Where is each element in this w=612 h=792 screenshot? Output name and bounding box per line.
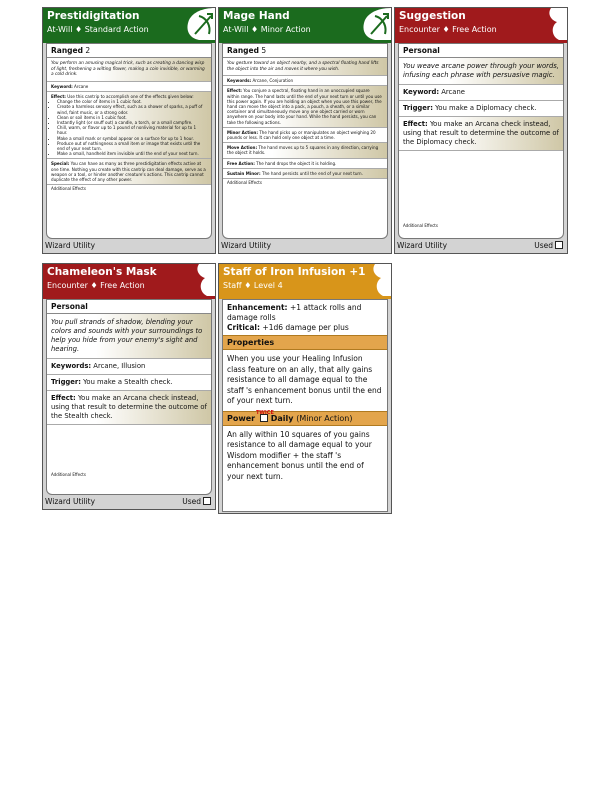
card-suggestion <box>394 7 568 254</box>
keyword-label: Keywords: <box>51 362 92 370</box>
trigger-line <box>47 375 211 391</box>
effect-block <box>47 391 211 425</box>
trigger-text: You make a Diplomacy check. <box>435 104 537 112</box>
flavor-text: You perform an amusing magical trick, such as creating a dancing wisp of light, freshening a wilting flower, making a coin invisible, or warming a cold drink. <box>47 58 211 82</box>
additional-effects: Additional Effects <box>403 223 438 228</box>
keyword-value: Arcane <box>441 88 465 96</box>
frequency: At-Will <box>47 25 73 34</box>
additional-effects: Additional Effects <box>227 180 262 186</box>
blank-space <box>47 425 211 471</box>
effect-list <box>51 99 207 156</box>
card-footer <box>45 240 211 252</box>
special-block <box>47 159 211 185</box>
footer-label: Wizard Utility <box>45 241 96 250</box>
card-subtitle <box>399 24 563 35</box>
power-text: An ally within 10 squares of you gains resistance to all damage equal to your Wisdom modifier + the staff 's enhancement bonus until the end of your next turn. <box>227 429 372 481</box>
card-title: Mage Hand <box>223 10 290 22</box>
sustain-text: The hand persists until the end of your next turn. <box>261 170 363 176</box>
card-mage-hand <box>218 7 392 254</box>
checkbox-icon[interactable] <box>555 241 563 249</box>
flavor-text: You gesture toward an object nearby, and a spectral floating hand lifts the object into the air and moves it where you wish. <box>223 58 387 76</box>
trigger-label: Trigger: <box>51 378 81 386</box>
footer-label: Wizard Utility <box>221 241 272 250</box>
keyword-line <box>223 76 387 86</box>
frequency: At-Will <box>223 25 249 34</box>
special-text: You can have as many as three prestidigitation effects active at one time. Nothing you create with this cantrip can deal damage, serve as a weapon or a tool, or hinder another creature's actions. This cantrip cannot duplicate the effect of any other power. <box>51 161 206 183</box>
keyword-value: Arcane <box>74 83 89 89</box>
minor-action-block <box>223 128 387 143</box>
critical-text: +1d6 damage per plus <box>262 323 349 332</box>
effect-block <box>47 92 211 159</box>
card-subtitle <box>223 24 387 35</box>
move-label: Move Action: <box>227 145 258 151</box>
card-footer <box>397 240 563 252</box>
special-label: Special: <box>51 161 70 167</box>
effect-text: You make an Arcana check instead, using that result to determine the outcome of the Stealth check. <box>51 394 207 420</box>
properties-text: When you use your Healing Infusion class feature on an ally, that ally gains resistance to all damage equal to the staff 's enhancement bonus until the end of your next turn. <box>227 354 382 405</box>
effect-label: Effect: <box>403 120 428 128</box>
power-label: Power <box>227 413 256 423</box>
minor-text: The hand picks up or manipulates an object weighing 20 pounds or less. It can hold only one object at a time. <box>227 129 376 141</box>
sustain-label: Sustain Minor: <box>227 170 261 176</box>
keyword-line <box>399 85 563 101</box>
footer-label: Wizard Utility <box>397 241 448 250</box>
power-header <box>223 411 387 426</box>
card-header <box>43 8 215 43</box>
card-header <box>219 8 391 43</box>
keyword-line <box>47 359 211 375</box>
card-prestidigitation <box>42 7 216 254</box>
keyword-value: Arcane, Conjuration <box>252 78 294 84</box>
power-frequency: Daily <box>270 413 294 423</box>
list-item: • Make a small mark or symbol appear on a surface for up to 1 hour. <box>57 136 207 141</box>
card-footer <box>45 496 211 508</box>
card-body <box>222 299 388 512</box>
effect-text: You make an Arcana check instead, using that result to determine the outcome of the Diplomacy check. <box>403 120 559 146</box>
card-staff-of-iron-infusion <box>218 263 392 514</box>
effect-text: You conjure a spectral, floating hand in an unoccupied square within range. The hand lasts until the end of your next turn or until you use this power again. If you are holding an object when you use this power, the hand can move the object into a pack, a pouch, a sheath, or a similar container and simultaneously move any one object carried or worn anywhere on your body into your hand. While the hand persists, you can take the following actions. <box>227 88 382 125</box>
used-label: Used <box>534 241 553 250</box>
action-type: Free Action <box>100 281 145 290</box>
card-title: Staff of Iron Infusion +1 <box>223 266 366 278</box>
keyword-label: Keywords: <box>227 78 252 84</box>
list-item: • Create a harmless sensory effect, such as a shower of sparks, a puff of wind, faint music, or a strong odor. <box>57 104 207 114</box>
free-action-block <box>223 159 387 169</box>
used-checkbox[interactable] <box>534 240 563 252</box>
range-label: Personal <box>51 302 88 311</box>
card-body <box>222 43 388 239</box>
effect-block <box>223 86 387 127</box>
properties-header: Properties <box>223 335 387 350</box>
list-item: • Make a small, handheld item invisible until the end of your next turn. <box>57 151 207 156</box>
enhancement-line <box>223 303 387 323</box>
effect-label: Effect: <box>227 88 242 94</box>
card-body <box>46 43 212 239</box>
enhancement-label: Enhancement: <box>227 303 288 312</box>
card-body <box>398 43 564 239</box>
separator: ♦ <box>244 281 252 290</box>
effect-block <box>399 117 563 151</box>
card-header <box>395 8 567 43</box>
checkbox-icon[interactable] <box>203 497 211 505</box>
card-title: Prestidigitation <box>47 10 140 22</box>
used-label: Used <box>182 497 201 506</box>
sustain-block <box>223 169 387 179</box>
card-title: Chameleon's Mask <box>47 266 157 278</box>
card-header <box>219 264 391 299</box>
separator: ♦ <box>442 25 450 34</box>
range-line <box>223 44 387 58</box>
footer-label: Wizard Utility <box>45 497 96 506</box>
critical-line <box>223 323 387 333</box>
used-checkbox[interactable] <box>182 496 211 508</box>
keyword-label: Keyword: <box>51 83 73 89</box>
trigger-line <box>399 101 563 117</box>
action-type: Minor Action <box>260 25 311 34</box>
frequency: Encounter <box>47 281 88 290</box>
card-chameleons-mask <box>42 263 216 510</box>
card-subtitle <box>47 24 211 35</box>
effect-intro: Use this cantrip to accomplish one of the effects given below: <box>67 93 194 99</box>
move-action-block <box>223 143 387 158</box>
card-header <box>43 264 215 299</box>
keyword-value: Arcane, Illusion <box>93 362 146 370</box>
trigger-text: You make a Stealth check. <box>83 378 173 386</box>
range-label: Ranged <box>51 46 83 55</box>
card-subtitle <box>47 280 211 291</box>
card-title: Suggestion <box>399 10 466 22</box>
additional-effects: Additional Effects <box>51 186 86 192</box>
flavor-text: You weave arcane power through your words, infusing each phrase with persuasive magic. <box>399 58 563 85</box>
list-item: • Produce out of nothingness a small item or image that exists until the end of your next turn. <box>57 141 207 151</box>
range-line <box>399 44 563 58</box>
card-body <box>46 299 212 495</box>
critical-label: Critical: <box>227 323 261 332</box>
blank-space <box>399 151 563 222</box>
range-label: Personal <box>403 46 440 55</box>
range-value: 5 <box>261 46 267 55</box>
twice-annotation: TWICE <box>256 409 274 416</box>
list-item: • Chill, warm, or flavor up to 1 pound of nonliving material for up to 1 hour. <box>57 125 207 135</box>
card-subtitle <box>223 280 387 291</box>
list-item: • Clean or soil items in 1 cubic foot. <box>57 115 207 120</box>
range-value: 2 <box>85 46 91 55</box>
effect-label: Effect: <box>51 93 66 99</box>
action-type: Standard Action <box>84 25 149 34</box>
trigger-label: Trigger: <box>403 104 433 112</box>
move-text: The hand moves up to 5 squares in any direction, carrying the object it holds. <box>227 145 379 156</box>
item-type: Staff <box>223 281 242 290</box>
effect-label: Effect: <box>51 394 76 402</box>
action-type: Free Action <box>452 25 497 34</box>
enhancement-text: +1 attack rolls and damage rolls <box>227 303 362 322</box>
list-item: • Instantly light (or snuff out) a candle, a torch, or a small campfire. <box>57 120 207 125</box>
range-line <box>47 300 211 314</box>
range-label: Ranged <box>227 46 259 55</box>
separator: ♦ <box>250 25 259 34</box>
free-label: Free Action: <box>227 160 255 166</box>
separator: ♦ <box>74 25 83 34</box>
flavor-text: You pull strands of shadow, blending your colors and sounds with your surroundings to help you hide from your enemy's sight and hearing. <box>47 314 211 359</box>
free-text: The hand drops the object it is holding. <box>256 160 337 166</box>
power-action: (Minor Action) <box>296 413 353 423</box>
keyword-line <box>47 82 211 92</box>
additional-effects: Additional Effects <box>51 472 86 477</box>
list-item: • Change the color of items in 1 cubic foot. <box>57 99 207 104</box>
card-footer <box>221 240 387 252</box>
keyword-label: Keyword: <box>403 88 440 96</box>
separator: ♦ <box>90 281 98 290</box>
frequency: Encounter <box>399 25 440 34</box>
minor-label: Minor Action: <box>227 129 258 135</box>
range-line <box>47 44 211 58</box>
item-level: Level 4 <box>253 281 283 290</box>
